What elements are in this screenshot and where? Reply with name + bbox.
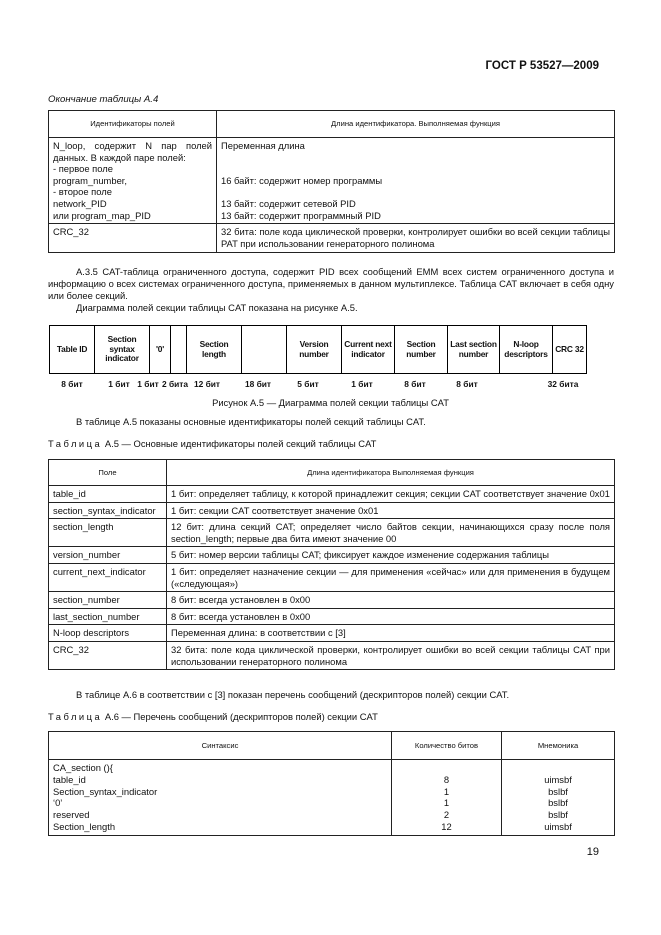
table-a6-bits-cell: 8 1 1 2 12 <box>392 760 502 836</box>
table-a5-field-name: table_id <box>49 486 167 503</box>
table-a5-caption-label: Таблица <box>48 438 103 449</box>
table-a5-field-name: current_next_indicator <box>49 563 167 591</box>
table-a4-program-number-desc: 16 байт: содержит номер программы <box>221 174 383 186</box>
diagram-field-crc32: CRC 32 <box>555 343 584 354</box>
table-a4-nloop-items: - первое поле program_number, - второе поле network_PID или program_map_PID <box>53 163 151 221</box>
table-a5-header-field: Поле <box>49 460 167 486</box>
table-a6-caption-text: А.6 — Перечень сообщений (дескрипторов полей) секции CAT <box>102 711 378 722</box>
standard-number: ГОСТ Р 53527—2009 <box>485 60 599 72</box>
table-a4-row1-right <box>217 138 615 224</box>
page-number: 19 <box>586 846 599 858</box>
table-a5-field-name: CRC_32 <box>49 641 167 669</box>
diagram-field-reserved <box>171 326 187 373</box>
cat-field-diagram <box>49 325 587 374</box>
table-a5-field-description: 1 бит: секции CAT соответствует значение 0x01 <box>167 502 615 519</box>
table-a4-header-length: Длина идентификатора. Выполняемая функция <box>217 111 615 138</box>
diagram-bits-section-number: 8 бит <box>404 379 426 389</box>
diagram-bits-table-id: 8 бит <box>61 379 83 389</box>
table-a4-nloop-text: N_loop, содержит N пар полей данных. В каждой паре полей: <box>53 140 212 163</box>
table-a6-header-syntax: Синтаксис <box>49 732 392 760</box>
table-a5-field-description: 8 бит: всегда установлен в 0x00 <box>167 592 615 609</box>
diagram-field-zero: '0' <box>150 326 171 373</box>
diagram-bits-current-next: 1 бит <box>351 379 373 389</box>
table-a4-variable-length: Переменная длина <box>221 140 305 151</box>
table-a5-field-name: last_section_number <box>49 608 167 625</box>
diagram-field-version-number: Version number <box>287 326 342 373</box>
table-a4-pid-desc: 13 байт: содержит сетевой PID 13 байт: содержит программный PID <box>221 198 381 221</box>
table-a4-caption: Окончание таблицы А.4 <box>48 94 159 105</box>
table-a6-syntax-cell: CA_section (){ table_id Section_syntax_indicator ‘0’ reserved Section_length <box>49 760 392 836</box>
diagram-field-current-next-indicator: Current next indicator <box>342 326 395 373</box>
table-a5-field-name: version_number <box>49 547 167 564</box>
table-a5-caption-text: А.5 — Основные идентификаторы полей секций таблицы CAT <box>102 438 377 449</box>
paragraph-a5-intro: В таблице А.5 показаны основные идентификаторы полей секций таблицы CAT. <box>76 416 426 427</box>
table-a5-field-description: 12 бит: длина секций CAT; определяет число байтов секции, начинающихся сразу после поля section_length; первые два бита имеют значение 00 <box>167 519 615 547</box>
table-a5-field-description: 1 бит: определяет назначение секции — для применения «сейчас» или для применения в будущем («следующая») <box>167 563 615 591</box>
figure-a5-caption: Рисунок А.5 — Диаграмма полей секции таблицы CAT <box>212 397 449 408</box>
diagram-bits-last-section: 8 бит <box>456 379 478 389</box>
table-a5-row <box>49 608 615 625</box>
table-a5-field-name: section_syntax_indicator <box>49 502 167 519</box>
table-a5-row <box>49 519 615 547</box>
table-a6-header-bits: Количество битов <box>392 732 502 760</box>
diagram-bits-blank: 18 бит <box>244 379 272 389</box>
diagram-bits-zero: 1 бит <box>137 379 159 389</box>
table-a4-row1-left <box>49 138 217 224</box>
table-a5-row <box>49 641 615 669</box>
diagram-bits-crc: 32 бита <box>547 379 579 389</box>
table-a5-field-description: 5 бит: номер версии таблицы CAT; фиксирует каждое изменение содержания таблицы <box>167 547 615 564</box>
table-a5-row <box>49 502 615 519</box>
table-a5-row <box>49 592 615 609</box>
table-a5-caption <box>48 438 376 449</box>
table-a5-field-description: Переменная длина: в соответствии с [3] <box>167 625 615 642</box>
diagram-field-blank <box>242 326 287 373</box>
table-a6-caption <box>48 711 378 722</box>
diagram-bits-reserved: 2 бита <box>161 379 189 389</box>
diagram-field-section-length: Section length <box>187 326 242 373</box>
diagram-field-nloop-descriptors: N-loop descriptors <box>500 326 553 373</box>
table-a5-field-description: 32 бита: поле кода циклической проверки, контролирует ошибки во всей секции таблицы CAT при использовании генераторного полинома <box>167 641 615 669</box>
paragraph-diagram-intro: Диаграмма полей секции таблицы CAT показана на рисунке А.5. <box>76 302 358 313</box>
table-a5-row <box>49 486 615 503</box>
table-a5-field-description: 1 бит: определяет таблицу, к которой принадлежит секция; секции CAT соответствует значение 0x01 <box>167 486 615 503</box>
table-a5-field-name: section_number <box>49 592 167 609</box>
diagram-field-section-number: Section number <box>395 326 448 373</box>
table-a5-row <box>49 625 615 642</box>
table-a6-caption-label: Таблица <box>48 711 103 722</box>
table-a5-field-description: 8 бит: всегда установлен в 0x00 <box>167 608 615 625</box>
table-a4-crc-desc: 32 бита: поле кода циклической проверки, контролирует ошибки во всей секции таблицы PAT при использовании генераторного полинома <box>217 224 615 252</box>
table-a5-row <box>49 547 615 564</box>
diagram-bits-section-syntax: 1 бит <box>108 379 130 389</box>
paragraph-a35: А.3.5 CAT-таблица ограниченного доступа, содержит PID всех сообщений EMM всех систем ограниченного доступа и информацию о всех системах ограниченного доступа, применяемых в данном мультиплексе. Таблица CAT включает в себя одну или более секций. <box>48 266 614 301</box>
paragraph-a6-intro: В таблице А.6 в соответствии с [3] показан перечень сообщений (дескрипторов полей) секции CAT. <box>76 689 510 700</box>
table-a5 <box>48 459 615 670</box>
table-a5-field-name: N-loop descriptors <box>49 625 167 642</box>
diagram-field-last-section-number: Last section number <box>448 326 500 373</box>
diagram-field-section-syntax-indicator: Section syntax indicator <box>95 326 150 373</box>
table-a4 <box>48 110 615 253</box>
diagram-bits-section-length: 12 бит <box>193 379 221 389</box>
table-a5-header-length: Длина идентификатора Выполняемая функция <box>167 460 615 486</box>
table-a4-crc-field: CRC_32 <box>49 224 217 252</box>
table-a5-row <box>49 563 615 591</box>
table-a4-header-fields: Идентификаторы полей <box>49 111 217 138</box>
table-a6-mnemonic-cell: uimsbf bslbf bslbf bslbf uimsbf <box>502 760 615 836</box>
diagram-bits-version: 5 бит <box>297 379 319 389</box>
table-a5-field-name: section_length <box>49 519 167 547</box>
table-a6-header-mnemonic: Мнемоника <box>502 732 615 760</box>
table-a6 <box>48 731 615 836</box>
diagram-field-table-id: Table ID <box>50 326 95 373</box>
